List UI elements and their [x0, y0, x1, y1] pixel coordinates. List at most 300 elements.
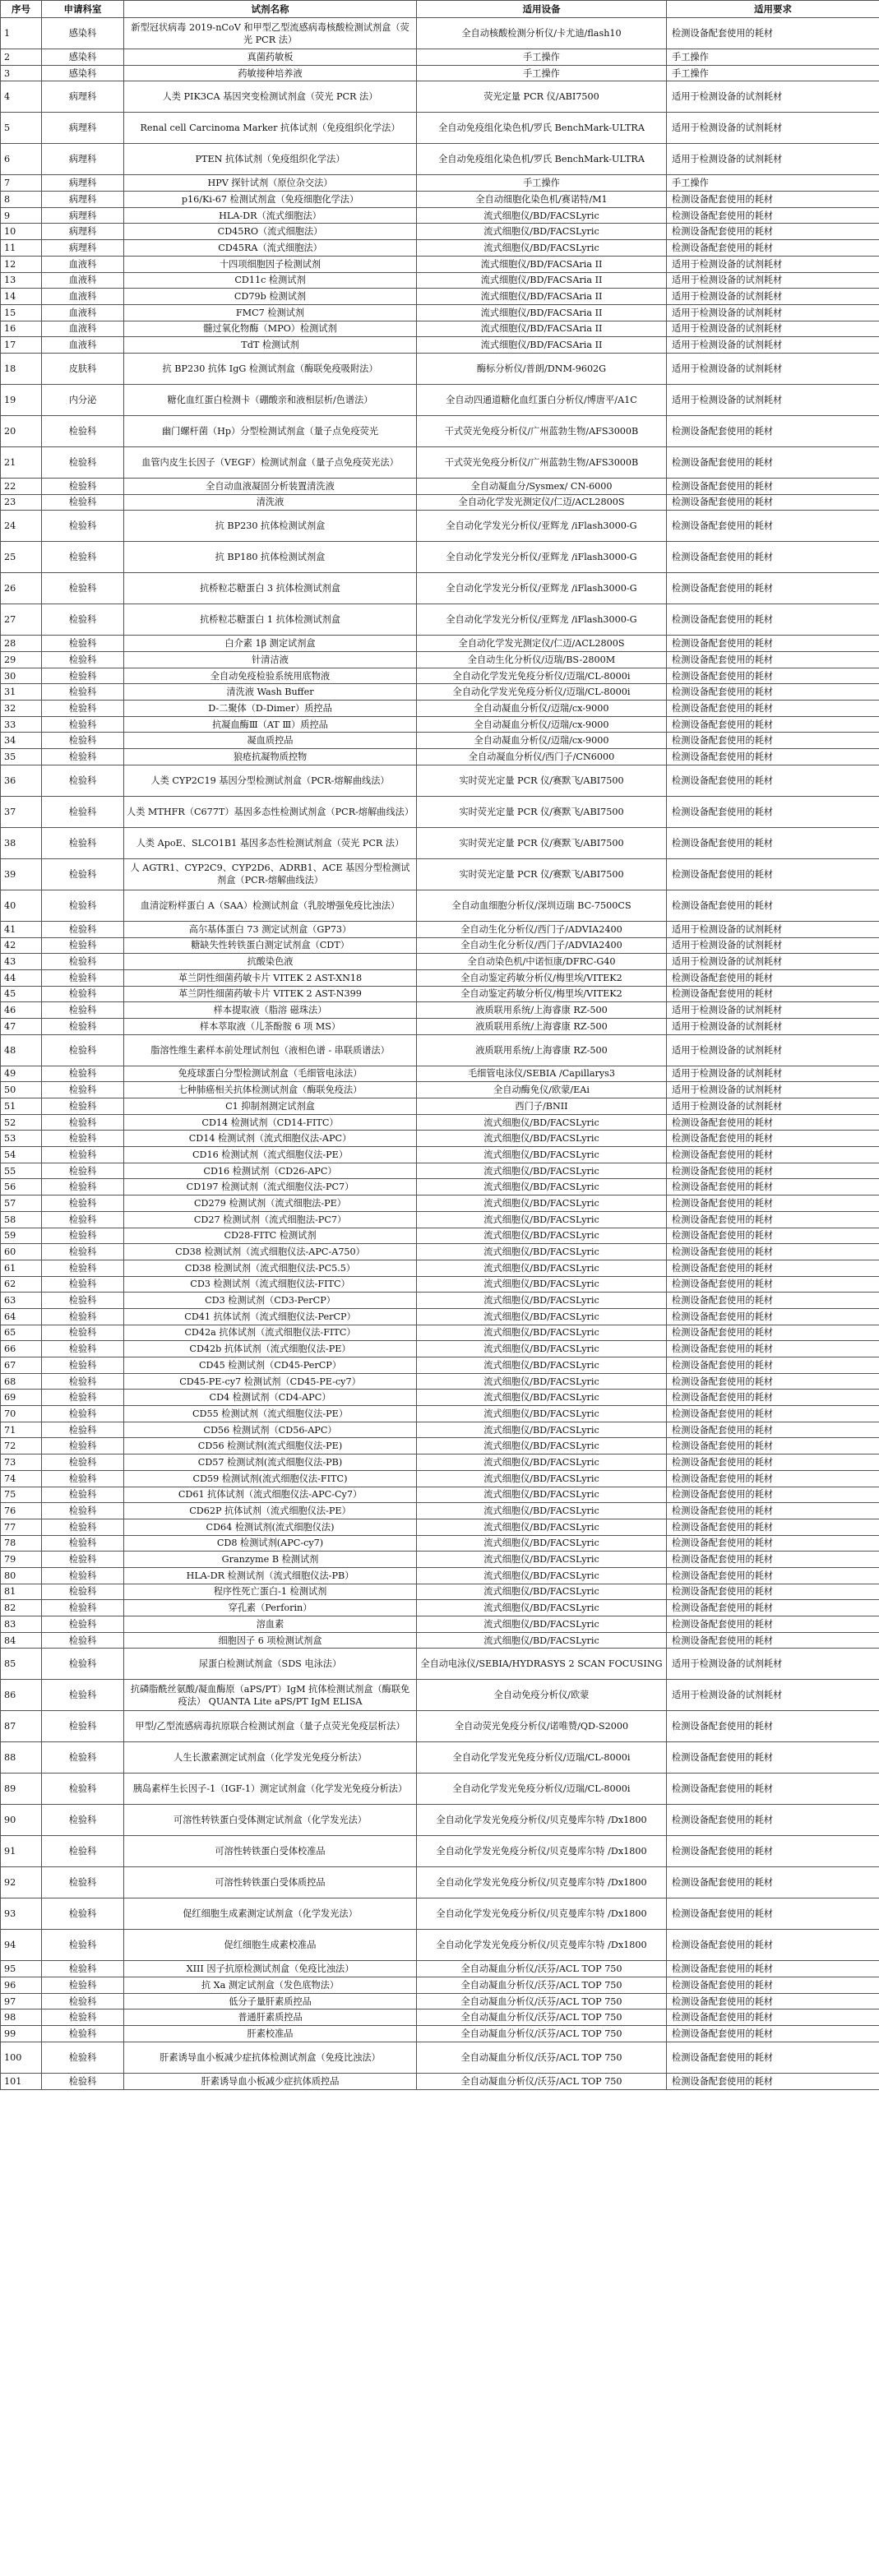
table-row [1, 573, 879, 604]
table-row [1, 1131, 879, 1147]
cell-device: 实时荧光定量 PCR 仪/赛默飞/ABI7500 [417, 765, 667, 796]
cell-requirement: 检测设备配套使用的耗材 [667, 1616, 879, 1633]
cell-reagent-name: 抗 BP180 抗体检测试剂盒 [124, 542, 417, 573]
cell-reagent-name: 抗桥粒芯糖蛋白 1 抗体检测试剂盒 [124, 604, 417, 636]
cell-department: 检验科 [42, 1357, 124, 1374]
cell-department: 检验科 [42, 1018, 124, 1034]
cell-index: 71 [1, 1422, 42, 1438]
table-row [1, 701, 879, 717]
cell-department: 检验科 [42, 1034, 124, 1066]
cell-department: 检验科 [42, 2026, 124, 2042]
cell-device: 流式细胞仪/BD/FACSLyric [417, 1567, 667, 1584]
cell-department: 病理科 [42, 144, 124, 175]
cell-requirement: 适用于检测设备的试剂耗材 [667, 1066, 879, 1082]
cell-device: 实时荧光定量 PCR 仪/赛默飞/ABI7500 [417, 827, 667, 858]
cell-reagent-name: 十四项细胞因子检测试剂 [124, 256, 417, 272]
cell-reagent-name: CD42b 抗体试剂（流式细胞仪法-PE） [124, 1341, 417, 1357]
table-row [1, 1002, 879, 1019]
cell-department: 检验科 [42, 573, 124, 604]
cell-requirement: 检测设备配套使用的耗材 [667, 1357, 879, 1374]
cell-device: 流式细胞仪/BD/FACSLyric [417, 1260, 667, 1276]
cell-index: 77 [1, 1519, 42, 1535]
cell-device: 手工操作 [417, 65, 667, 81]
cell-requirement: 检测设备配套使用的耗材 [667, 1805, 879, 1836]
cell-device: 全自动荧光免疫分析仪/诺唯赞/QD-S2000 [417, 1711, 667, 1742]
cell-device: 全自动化学发光免疫分析仪/迈瑞/CL-8000i [417, 668, 667, 684]
cell-device: 流式细胞仪/BD/FACSAria II [417, 289, 667, 305]
cell-department: 检验科 [42, 1454, 124, 1471]
table-row [1, 636, 879, 652]
cell-department: 血液科 [42, 321, 124, 337]
table-row [1, 65, 879, 81]
cell-index: 10 [1, 224, 42, 240]
cell-requirement: 检测设备配套使用的耗材 [667, 1373, 879, 1390]
cell-reagent-name: TdT 检测试剂 [124, 337, 417, 354]
cell-reagent-name: D-二聚体（D-Dimer）质控品 [124, 701, 417, 717]
cell-device: 流式细胞仪/BD/FACSLyric [417, 1503, 667, 1519]
cell-reagent-name: 白介素 1β 测定试剂盒 [124, 636, 417, 652]
cell-requirement: 适用于检测设备的试剂耗材 [667, 1018, 879, 1034]
cell-department: 检验科 [42, 1066, 124, 1082]
cell-device: 全自动凝血分析仪/迈瑞/cx-9000 [417, 701, 667, 717]
cell-index: 49 [1, 1066, 42, 1082]
cell-index: 66 [1, 1341, 42, 1357]
cell-index: 30 [1, 668, 42, 684]
table-row [1, 415, 879, 446]
cell-reagent-name: 免疫球蛋白分型检测试剂盒（毛细管电泳法） [124, 1066, 417, 1082]
cell-requirement: 检测设备配套使用的耗材 [667, 446, 879, 478]
cell-index: 34 [1, 733, 42, 749]
cell-department: 检验科 [42, 1519, 124, 1535]
cell-department: 检验科 [42, 969, 124, 986]
cell-index: 9 [1, 207, 42, 224]
cell-index: 26 [1, 573, 42, 604]
table-row [1, 175, 879, 192]
cell-device: 全自动凝血分析仪/迈瑞/cx-9000 [417, 716, 667, 733]
cell-device: 全自动核酸检测分析仪/卡尤迪/flash10 [417, 18, 667, 49]
cell-department: 病理科 [42, 240, 124, 257]
cell-requirement: 检测设备配套使用的耗材 [667, 1163, 879, 1179]
cell-device: 全自动免疫组化染色机/罗氏 BenchMark-ULTRA [417, 144, 667, 175]
cell-department: 检验科 [42, 1867, 124, 1898]
cell-reagent-name: 样本提取液（脂溶 磁珠法） [124, 1002, 417, 1019]
cell-device: 流式细胞仪/BD/FACSLyric [417, 1244, 667, 1260]
header-department: 申请科室 [42, 1, 124, 18]
cell-reagent-name: 可溶性转铁蛋白受体测定试剂盒（化学发光法） [124, 1805, 417, 1836]
cell-index: 68 [1, 1373, 42, 1390]
cell-reagent-name: CD41 抗体试剂（流式细胞仪法-PerCP） [124, 1308, 417, 1325]
cell-reagent-name: p16/Ki-67 检测试剂盒（免疫细胞化学法） [124, 192, 417, 208]
cell-device: 液质联用系统/上海睿康 RZ-500 [417, 1002, 667, 1019]
cell-device: 全自动化学发光分析仪/亚辉龙 /iFlash3000-G [417, 511, 667, 542]
cell-department: 检验科 [42, 1179, 124, 1196]
cell-department: 检验科 [42, 1163, 124, 1179]
table-row [1, 1552, 879, 1568]
table-row [1, 1584, 879, 1600]
cell-requirement: 检测设备配套使用的耗材 [667, 1519, 879, 1535]
cell-requirement: 检测设备配套使用的耗材 [667, 701, 879, 717]
table-row [1, 652, 879, 668]
cell-device: 流式细胞仪/BD/FACSLyric [417, 207, 667, 224]
cell-department: 血液科 [42, 289, 124, 305]
table-row [1, 1147, 879, 1163]
cell-requirement: 检测设备配套使用的耗材 [667, 1867, 879, 1898]
table-row [1, 954, 879, 970]
cell-device: 全自动凝血分析仪/沃芬/ACL TOP 750 [417, 1961, 667, 1977]
table-row [1, 478, 879, 494]
cell-department: 检验科 [42, 1114, 124, 1131]
cell-department: 检验科 [42, 2042, 124, 2073]
cell-department: 血液科 [42, 256, 124, 272]
cell-device: 流式细胞仪/BD/FACSLyric [417, 1325, 667, 1341]
table-row [1, 1977, 879, 1994]
cell-department: 检验科 [42, 1535, 124, 1552]
cell-reagent-name: 可溶性转铁蛋白受体质控品 [124, 1867, 417, 1898]
cell-device: 全自动鉴定药敏分析仪/梅里埃/VITEK2 [417, 969, 667, 986]
cell-requirement: 检测设备配套使用的耗材 [667, 1114, 879, 1131]
cell-department: 检验科 [42, 636, 124, 652]
cell-index: 84 [1, 1632, 42, 1649]
cell-department: 检验科 [42, 765, 124, 796]
cell-index: 18 [1, 353, 42, 384]
cell-index: 88 [1, 1742, 42, 1774]
cell-index: 89 [1, 1774, 42, 1805]
cell-requirement: 检测设备配套使用的耗材 [667, 1535, 879, 1552]
cell-device: 流式细胞仪/BD/FACSLyric [417, 1373, 667, 1390]
table-row [1, 18, 879, 49]
cell-index: 32 [1, 701, 42, 717]
cell-reagent-name: CD59 检测试剂(流式细胞仪法-FITC) [124, 1470, 417, 1487]
cell-index: 45 [1, 986, 42, 1002]
cell-device: 西门子/BNII [417, 1098, 667, 1115]
cell-requirement: 检测设备配套使用的耗材 [667, 1454, 879, 1471]
table-row [1, 192, 879, 208]
cell-device: 流式细胞仪/BD/FACSLyric [417, 1390, 667, 1406]
cell-requirement: 检测设备配套使用的耗材 [667, 749, 879, 765]
cell-index: 50 [1, 1082, 42, 1098]
table-row [1, 321, 879, 337]
cell-reagent-name: CD16 检测试剂（CD26-APC） [124, 1163, 417, 1179]
cell-reagent-name: 幽门螺杆菌（Hp）分型检测试剂盒（量子点免疫荧光 [124, 415, 417, 446]
cell-reagent-name: 狼疮抗凝物质控物 [124, 749, 417, 765]
cell-department: 检验科 [42, 1616, 124, 1633]
cell-reagent-name: CD42a 抗体试剂（流式细胞仪法-FITC） [124, 1325, 417, 1341]
cell-device: 流式细胞仪/BD/FACSLyric [417, 1552, 667, 1568]
cell-department: 检验科 [42, 478, 124, 494]
table-row [1, 224, 879, 240]
cell-reagent-name: 肝素校准品 [124, 2026, 417, 2042]
cell-device: 流式细胞仪/BD/FACSLyric [417, 1632, 667, 1649]
cell-device: 全自动生化分析仪/西门子/ADVIA2400 [417, 921, 667, 937]
cell-reagent-name: CD62P 抗体试剂（流式细胞仪法-PE） [124, 1503, 417, 1519]
cell-device: 流式细胞仪/BD/FACSLyric [417, 1470, 667, 1487]
cell-department: 检验科 [42, 1898, 124, 1930]
table-row [1, 384, 879, 415]
table-row [1, 1993, 879, 2009]
cell-index: 21 [1, 446, 42, 478]
cell-department: 检验科 [42, 1487, 124, 1503]
table-body [1, 18, 879, 2090]
cell-index: 40 [1, 890, 42, 921]
cell-device: 手工操作 [417, 49, 667, 66]
cell-index: 12 [1, 256, 42, 272]
table-row [1, 2042, 879, 2073]
cell-requirement: 适用于检测设备的试剂耗材 [667, 1649, 879, 1680]
table-row [1, 668, 879, 684]
cell-index: 31 [1, 684, 42, 701]
table-row [1, 1519, 879, 1535]
cell-requirement: 检测设备配套使用的耗材 [667, 1930, 879, 1961]
cell-department: 皮肤科 [42, 353, 124, 384]
cell-requirement: 检测设备配套使用的耗材 [667, 511, 879, 542]
cell-device: 流式细胞仪/BD/FACSLyric [417, 1293, 667, 1309]
cell-device: 流式细胞仪/BD/FACSLyric [417, 1308, 667, 1325]
cell-department: 检验科 [42, 1649, 124, 1680]
table-row [1, 1196, 879, 1212]
cell-reagent-name: 穿孔素（Perforin） [124, 1600, 417, 1616]
cell-index: 57 [1, 1196, 42, 1212]
table-row [1, 511, 879, 542]
table-row [1, 2026, 879, 2042]
cell-reagent-name: CD64 检测试剂(流式细胞仪法) [124, 1519, 417, 1535]
cell-index: 70 [1, 1406, 42, 1422]
cell-requirement: 检测设备配套使用的耗材 [667, 2073, 879, 2089]
cell-device: 流式细胞仪/BD/FACSLyric [417, 1196, 667, 1212]
cell-device: 全自动凝血分析仪/沃芬/ACL TOP 750 [417, 2042, 667, 2073]
cell-reagent-name: Renal cell Carcinoma Marker 抗体试剂（免疫组织化学法） [124, 113, 417, 144]
table-row [1, 1406, 879, 1422]
table-row [1, 542, 879, 573]
cell-index: 81 [1, 1584, 42, 1600]
cell-device: 流式细胞仪/BD/FACSAria II [417, 272, 667, 289]
cell-requirement: 适用于检测设备的试剂耗材 [667, 921, 879, 937]
cell-reagent-name: 七种肺癌相关抗体检测试剂盒（酶联免疫法） [124, 1082, 417, 1098]
cell-department: 血液科 [42, 304, 124, 321]
table-row [1, 2073, 879, 2089]
cell-department: 检验科 [42, 937, 124, 954]
cell-index: 16 [1, 321, 42, 337]
cell-requirement: 检测设备配套使用的耗材 [667, 668, 879, 684]
cell-requirement: 检测设备配套使用的耗材 [667, 1438, 879, 1454]
cell-reagent-name: 溶血素 [124, 1616, 417, 1633]
cell-department: 检验科 [42, 1632, 124, 1649]
cell-requirement: 检测设备配套使用的耗材 [667, 986, 879, 1002]
cell-department: 病理科 [42, 207, 124, 224]
cell-reagent-name: 人类 MTHFR（C677T）基因多态性检测试剂盒（PCR-熔解曲线法） [124, 796, 417, 827]
cell-requirement: 手工操作 [667, 49, 879, 66]
cell-department: 病理科 [42, 175, 124, 192]
cell-device: 流式细胞仪/BD/FACSLyric [417, 1600, 667, 1616]
cell-device: 全自动凝血分析仪/沃芬/ACL TOP 750 [417, 2009, 667, 2026]
table-row [1, 1373, 879, 1390]
table-row [1, 289, 879, 305]
cell-device: 流式细胞仪/BD/FACSLyric [417, 1131, 667, 1147]
cell-index: 27 [1, 604, 42, 636]
cell-device: 实时荧光定量 PCR 仪/赛默飞/ABI7500 [417, 858, 667, 890]
cell-reagent-name: CD45-PE-cy7 检测试剂（CD45-PE-cy7） [124, 1373, 417, 1390]
cell-requirement: 适用于检测设备的试剂耗材 [667, 304, 879, 321]
table-row [1, 1616, 879, 1633]
cell-reagent-name: CD38 检测试剂（流式细胞仪法-PC5.5） [124, 1260, 417, 1276]
cell-device: 全自动凝血分析仪/沃芬/ACL TOP 750 [417, 2073, 667, 2089]
cell-index: 23 [1, 494, 42, 511]
table-row [1, 1503, 879, 1519]
cell-requirement: 检测设备配套使用的耗材 [667, 1260, 879, 1276]
cell-reagent-name: 全自动血液凝固分析装置清洗液 [124, 478, 417, 494]
cell-requirement: 检测设备配套使用的耗材 [667, 858, 879, 890]
cell-index: 38 [1, 827, 42, 858]
cell-department: 病理科 [42, 192, 124, 208]
table-row [1, 684, 879, 701]
cell-index: 55 [1, 1163, 42, 1179]
cell-requirement: 检测设备配套使用的耗材 [667, 1961, 879, 1977]
cell-index: 101 [1, 2073, 42, 2089]
cell-requirement: 检测设备配套使用的耗材 [667, 1898, 879, 1930]
cell-index: 41 [1, 921, 42, 937]
cell-index: 76 [1, 1503, 42, 1519]
cell-department: 检验科 [42, 684, 124, 701]
cell-index: 3 [1, 65, 42, 81]
cell-department: 病理科 [42, 81, 124, 113]
cell-reagent-name: 人类 ApoE、SLCO1B1 基因多态性检测试剂盒（荧光 PCR 法） [124, 827, 417, 858]
cell-requirement: 检测设备配套使用的耗材 [667, 636, 879, 652]
cell-reagent-name: CD56 检测试剂（CD56-APC） [124, 1422, 417, 1438]
cell-index: 5 [1, 113, 42, 144]
header-device: 适用设备 [417, 1, 667, 18]
cell-device: 全自动化学发光分析仪/亚辉龙 /iFlash3000-G [417, 604, 667, 636]
cell-index: 8 [1, 192, 42, 208]
cell-reagent-name: 可溶性转铁蛋白受体校准品 [124, 1836, 417, 1867]
cell-index: 93 [1, 1898, 42, 1930]
cell-reagent-name: HPV 探针试剂（原位杂交法） [124, 175, 417, 192]
header-requirement: 适用要求 [667, 1, 879, 18]
cell-index: 11 [1, 240, 42, 257]
cell-reagent-name: CD4 检测试剂（CD4-APC） [124, 1390, 417, 1406]
cell-department: 检验科 [42, 954, 124, 970]
table-row [1, 1163, 879, 1179]
cell-index: 20 [1, 415, 42, 446]
table-row [1, 1930, 879, 1961]
cell-department: 检验科 [42, 1993, 124, 2009]
cell-index: 54 [1, 1147, 42, 1163]
cell-requirement: 检测设备配套使用的耗材 [667, 207, 879, 224]
cell-department: 检验科 [42, 1470, 124, 1487]
table-row [1, 1649, 879, 1680]
cell-department: 检验科 [42, 494, 124, 511]
cell-requirement: 检测设备配套使用的耗材 [667, 1147, 879, 1163]
table-row [1, 1308, 879, 1325]
cell-requirement: 检测设备配套使用的耗材 [667, 1179, 879, 1196]
cell-requirement: 检测设备配套使用的耗材 [667, 765, 879, 796]
cell-index: 85 [1, 1649, 42, 1680]
cell-requirement: 检测设备配套使用的耗材 [667, 1325, 879, 1341]
cell-department: 检验科 [42, 542, 124, 573]
cell-reagent-name: CD8 检测试剂(APC-cy7) [124, 1535, 417, 1552]
cell-department: 检验科 [42, 1680, 124, 1711]
cell-requirement: 检测设备配套使用的耗材 [667, 192, 879, 208]
cell-device: 全自动化学发光测定仪/仁迈/ACL2800S [417, 494, 667, 511]
cell-department: 检验科 [42, 446, 124, 478]
cell-requirement: 适用于检测设备的试剂耗材 [667, 1082, 879, 1098]
cell-device: 全自动鉴定药敏分析仪/梅里埃/VITEK2 [417, 986, 667, 1002]
cell-department: 检验科 [42, 1131, 124, 1147]
cell-requirement: 检测设备配套使用的耗材 [667, 604, 879, 636]
cell-requirement: 适用于检测设备的试剂耗材 [667, 256, 879, 272]
cell-department: 检验科 [42, 1774, 124, 1805]
cell-department: 检验科 [42, 1390, 124, 1406]
cell-requirement: 适用于检测设备的试剂耗材 [667, 1002, 879, 1019]
cell-index: 42 [1, 937, 42, 954]
cell-index: 95 [1, 1961, 42, 1977]
cell-reagent-name: 肝素诱导血小板减少症抗体检测试剂盒（免疫比浊法） [124, 2042, 417, 2073]
cell-department: 检验科 [42, 415, 124, 446]
cell-reagent-name: CD279 检测试剂（流式细胞法-PE） [124, 1196, 417, 1212]
table-row [1, 765, 879, 796]
cell-reagent-name: 真菌药敏板 [124, 49, 417, 66]
cell-device: 全自动凝血分析仪/沃芬/ACL TOP 750 [417, 2026, 667, 2042]
cell-requirement: 适用于检测设备的试剂耗材 [667, 937, 879, 954]
cell-index: 94 [1, 1930, 42, 1961]
cell-index: 82 [1, 1600, 42, 1616]
cell-device: 流式细胞仪/BD/FACSAria II [417, 304, 667, 321]
cell-reagent-name: PTEN 抗体试剂（免疫组织化学法） [124, 144, 417, 175]
cell-device: 全自动化学发光免疫分析仪/迈瑞/CL-8000i [417, 684, 667, 701]
cell-index: 79 [1, 1552, 42, 1568]
cell-requirement: 检测设备配套使用的耗材 [667, 1836, 879, 1867]
cell-device: 流式细胞仪/BD/FACSLyric [417, 1535, 667, 1552]
table-row [1, 1082, 879, 1098]
cell-device: 实时荧光定量 PCR 仪/赛默飞/ABI7500 [417, 796, 667, 827]
cell-reagent-name: 针清洁液 [124, 652, 417, 668]
cell-index: 67 [1, 1357, 42, 1374]
cell-index: 100 [1, 2042, 42, 2073]
table-row [1, 494, 879, 511]
cell-reagent-name: 抗磷脂酰丝氨酸/凝血酶原（aPS/PT）IgM 抗体检测试剂盒（酶联免疫法） QUANTA Lite aPS/PT IgM ELISA [124, 1680, 417, 1711]
cell-index: 46 [1, 1002, 42, 1019]
cell-reagent-name: 糖缺失性转铁蛋白测定试剂盒（CDT） [124, 937, 417, 954]
cell-reagent-name: 血管内皮生长因子（VEGF）检测试剂盒（量子点免疫荧光法） [124, 446, 417, 478]
cell-department: 检验科 [42, 1325, 124, 1341]
cell-device: 全自动凝血分析仪/沃芬/ACL TOP 750 [417, 1993, 667, 2009]
cell-index: 74 [1, 1470, 42, 1487]
cell-requirement: 检测设备配套使用的耗材 [667, 1742, 879, 1774]
table-row [1, 1711, 879, 1742]
cell-index: 78 [1, 1535, 42, 1552]
cell-device: 流式细胞仪/BD/FACSLyric [417, 1422, 667, 1438]
cell-requirement: 检测设备配套使用的耗材 [667, 1552, 879, 1568]
cell-reagent-name: 抗 BP230 抗体检测试剂盒 [124, 511, 417, 542]
table-row [1, 1438, 879, 1454]
table-row [1, 1867, 879, 1898]
cell-requirement: 检测设备配套使用的耗材 [667, 224, 879, 240]
header-reagent-name: 试剂名称 [124, 1, 417, 18]
cell-reagent-name: 髓过氧化物酶（MPO）检测试剂 [124, 321, 417, 337]
cell-device: 流式细胞仪/BD/FACSLyric [417, 1276, 667, 1293]
cell-index: 87 [1, 1711, 42, 1742]
cell-reagent-name: HLA-DR（流式细胞法） [124, 207, 417, 224]
cell-device: 全自动化学发光免疫分析仪/贝克曼库尔特 /Dx1800 [417, 1930, 667, 1961]
cell-department: 检验科 [42, 2073, 124, 2089]
cell-requirement: 适用于检测设备的试剂耗材 [667, 954, 879, 970]
table-row [1, 1244, 879, 1260]
table-header-row [1, 1, 879, 18]
cell-device: 流式细胞仪/BD/FACSLyric [417, 1406, 667, 1422]
cell-device: 全自动凝血分析仪/沃芬/ACL TOP 750 [417, 1977, 667, 1994]
cell-index: 17 [1, 337, 42, 354]
cell-reagent-name: CD11c 检测试剂 [124, 272, 417, 289]
cell-requirement: 检测设备配套使用的耗材 [667, 1422, 879, 1438]
cell-reagent-name: 抗 BP230 抗体 IgG 检测试剂盒（酶联免疫吸附法） [124, 353, 417, 384]
